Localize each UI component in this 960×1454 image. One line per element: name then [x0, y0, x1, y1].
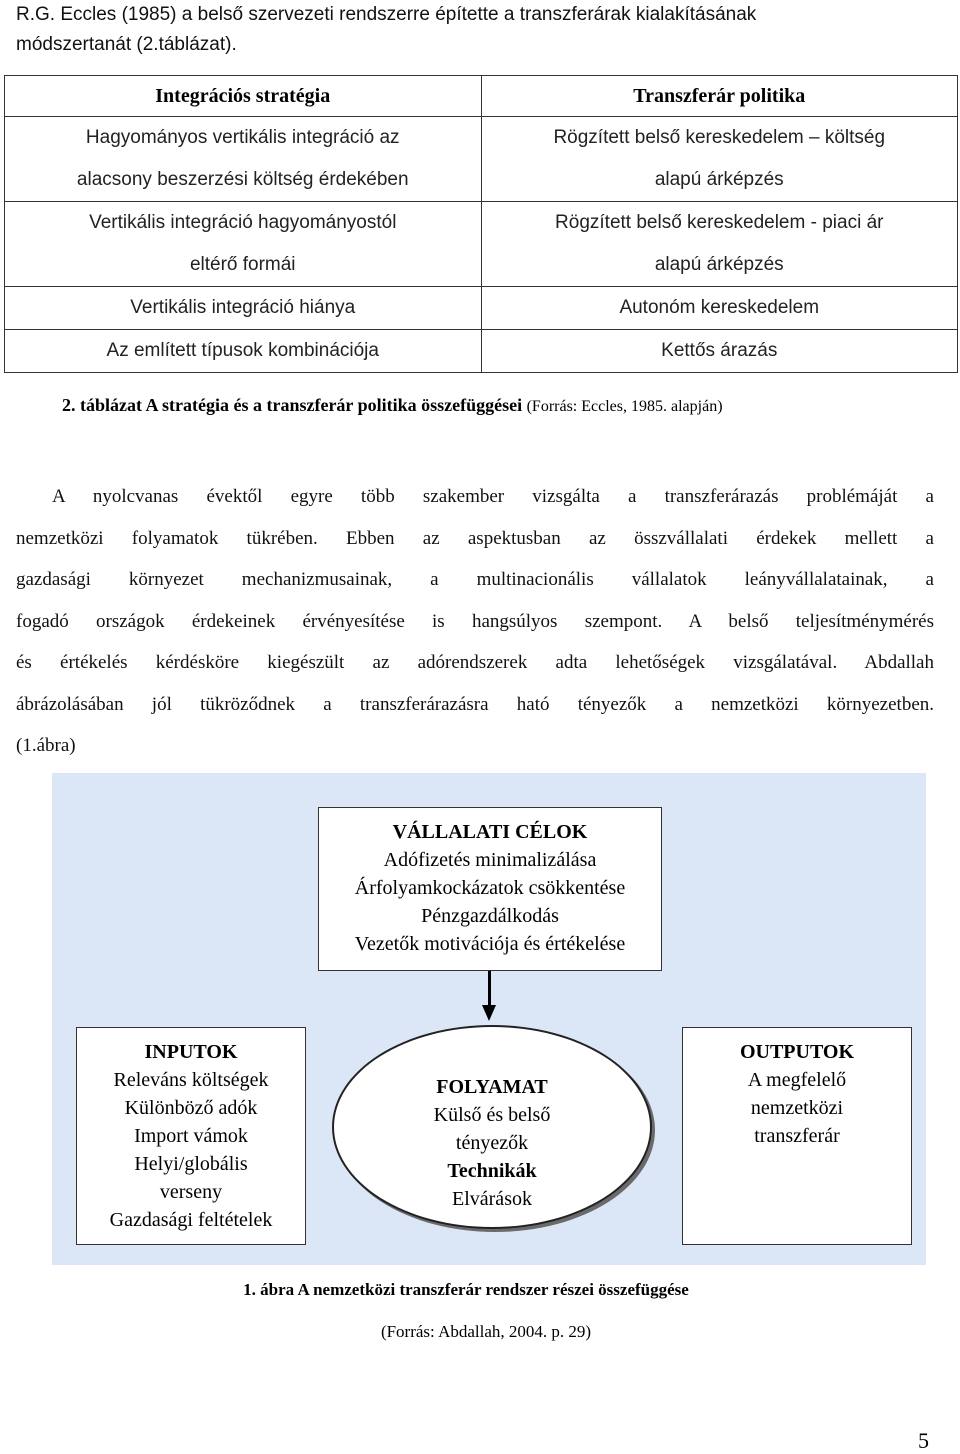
inputs-box [76, 1027, 306, 1245]
box-item: Pénzgazdálkodás [421, 905, 559, 927]
cell-line: Vertikális integráció hiánya [130, 297, 356, 318]
paragraph-line: nemzetközi folyamatok tükrében. Ebben az aspektusban az összvállalati érdekek mellett a [16, 527, 934, 549]
table-cell [5, 117, 482, 202]
transfer-price-diagram [52, 773, 926, 1265]
cell-line: alapú árképzés [654, 169, 784, 190]
box-item: verseny [159, 1181, 223, 1203]
paragraph-line: (1.ábra) [16, 735, 76, 756]
figure-caption-text: 1. ábra A nemzetközi transzferár rendszer részei összefüggése [243, 1280, 689, 1299]
box-item: Árfolyamkockázatok csökkentése [354, 877, 626, 899]
figure-source [0, 1322, 960, 1342]
box-title: OUTPUTOK [739, 1041, 855, 1063]
cell-line: Vertikális integráció hagyományostól [89, 212, 397, 233]
intro-line: R.G. Eccles (1985) a belső szervezeti rendszerre építette a transzferárak kialakításának [16, 4, 757, 25]
box-item: Gazdasági feltételek [109, 1209, 273, 1231]
box-title: INPUTOK [144, 1041, 238, 1063]
intro-text [16, 0, 936, 60]
table-caption [62, 395, 960, 416]
table-row [5, 330, 958, 373]
intro-line: módszertanát (2.táblázat). [16, 34, 237, 55]
table-cell [481, 330, 958, 373]
paragraph-line: és értékelés kérdésköre kiegészült az adórendszerek adta lehetőségek vizsgálatával. Abdallah [16, 652, 934, 673]
table-cell [481, 287, 958, 330]
ellipse-item: Technikák [447, 1160, 537, 1182]
figure-source-text: (Forrás: Abdallah, 2004. p. 29) [380, 1322, 592, 1341]
paragraph-line: fogadó országok érdekeinek érvényesítése is hangsúlyos szempont. A belső teljesítménymérés [16, 610, 934, 632]
cell-line: alacsony beszerzési költség érdekében [76, 169, 409, 190]
body-paragraph [16, 476, 934, 767]
paragraph-line: gazdasági környezet mechanizmusainak, a multinacionális vállalatok leányvállalatainak, a [16, 569, 934, 590]
table-caption-source: (Forrás: Eccles, 1985. alapján) [526, 398, 723, 415]
table-header: Integrációs stratégia [5, 76, 482, 117]
ellipse-item: Külső és belső [433, 1104, 551, 1126]
outputs-box [682, 1027, 912, 1245]
process-ellipse [332, 1025, 652, 1229]
cell-line: eltérő formái [189, 254, 296, 275]
box-item: Import vámok [134, 1125, 248, 1147]
table-row [5, 287, 958, 330]
down-arrow-shaft [488, 971, 491, 1007]
cell-line: Autonóm kereskedelem [619, 297, 820, 318]
cell-line: Az említett típusok kombinációja [106, 340, 379, 361]
box-item: Különböző adók [124, 1097, 258, 1119]
cell-line: Rögzített belső kereskedelem – költség [553, 127, 886, 148]
paragraph-line: ábrázolásában jól tükröződnek a transzferárazásra ható tényezők a nemzetközi környezetben. [16, 693, 934, 715]
table-cell [481, 202, 958, 287]
figure-caption [0, 1280, 960, 1300]
table-cell [5, 287, 482, 330]
cell-line: alapú árképzés [654, 254, 784, 275]
box-item: nemzetközi [750, 1097, 844, 1119]
ellipse-title: FOLYAMAT [436, 1076, 548, 1098]
table-cell [5, 202, 482, 287]
corporate-goals-box [318, 807, 662, 971]
down-arrow-icon [482, 1005, 496, 1021]
cell-line: Hagyományos vertikális integráció az [85, 127, 400, 148]
table-row [5, 202, 958, 287]
table-row [5, 117, 958, 202]
cell-line: Rögzített belső kereskedelem - piaci ár [555, 212, 884, 233]
box-item: transzferár [754, 1125, 840, 1147]
paragraph-line-text: A nyolcvanas évektől egyre több szakember vizsgálta a transzferárazás problémáját a [52, 486, 934, 507]
page-number: 5 [918, 1428, 929, 1453]
box-item: Releváns költségek [113, 1069, 269, 1091]
table-cell [481, 117, 958, 202]
strategy-table [4, 75, 958, 373]
table-caption-title: 2. táblázat A stratégia és a transzferár politika összefüggései [62, 395, 523, 415]
table-header-row [5, 76, 958, 117]
box-item: Adófizetés minimalizálása [383, 849, 597, 871]
table-cell [5, 330, 482, 373]
ellipse-item: Elvárások [452, 1188, 532, 1210]
table-header: Transzferár politika [481, 76, 958, 117]
box-item: Vezetők motivációja és értékelése [354, 933, 626, 955]
box-item: A megfelelő [747, 1069, 847, 1091]
box-title: VÁLLALATI CÉLOK [392, 821, 588, 843]
ellipse-item: tényezők [455, 1132, 529, 1154]
box-item: Helyi/globális [134, 1153, 248, 1175]
cell-line: Kettős árazás [661, 340, 778, 361]
paragraph-line [16, 476, 934, 518]
